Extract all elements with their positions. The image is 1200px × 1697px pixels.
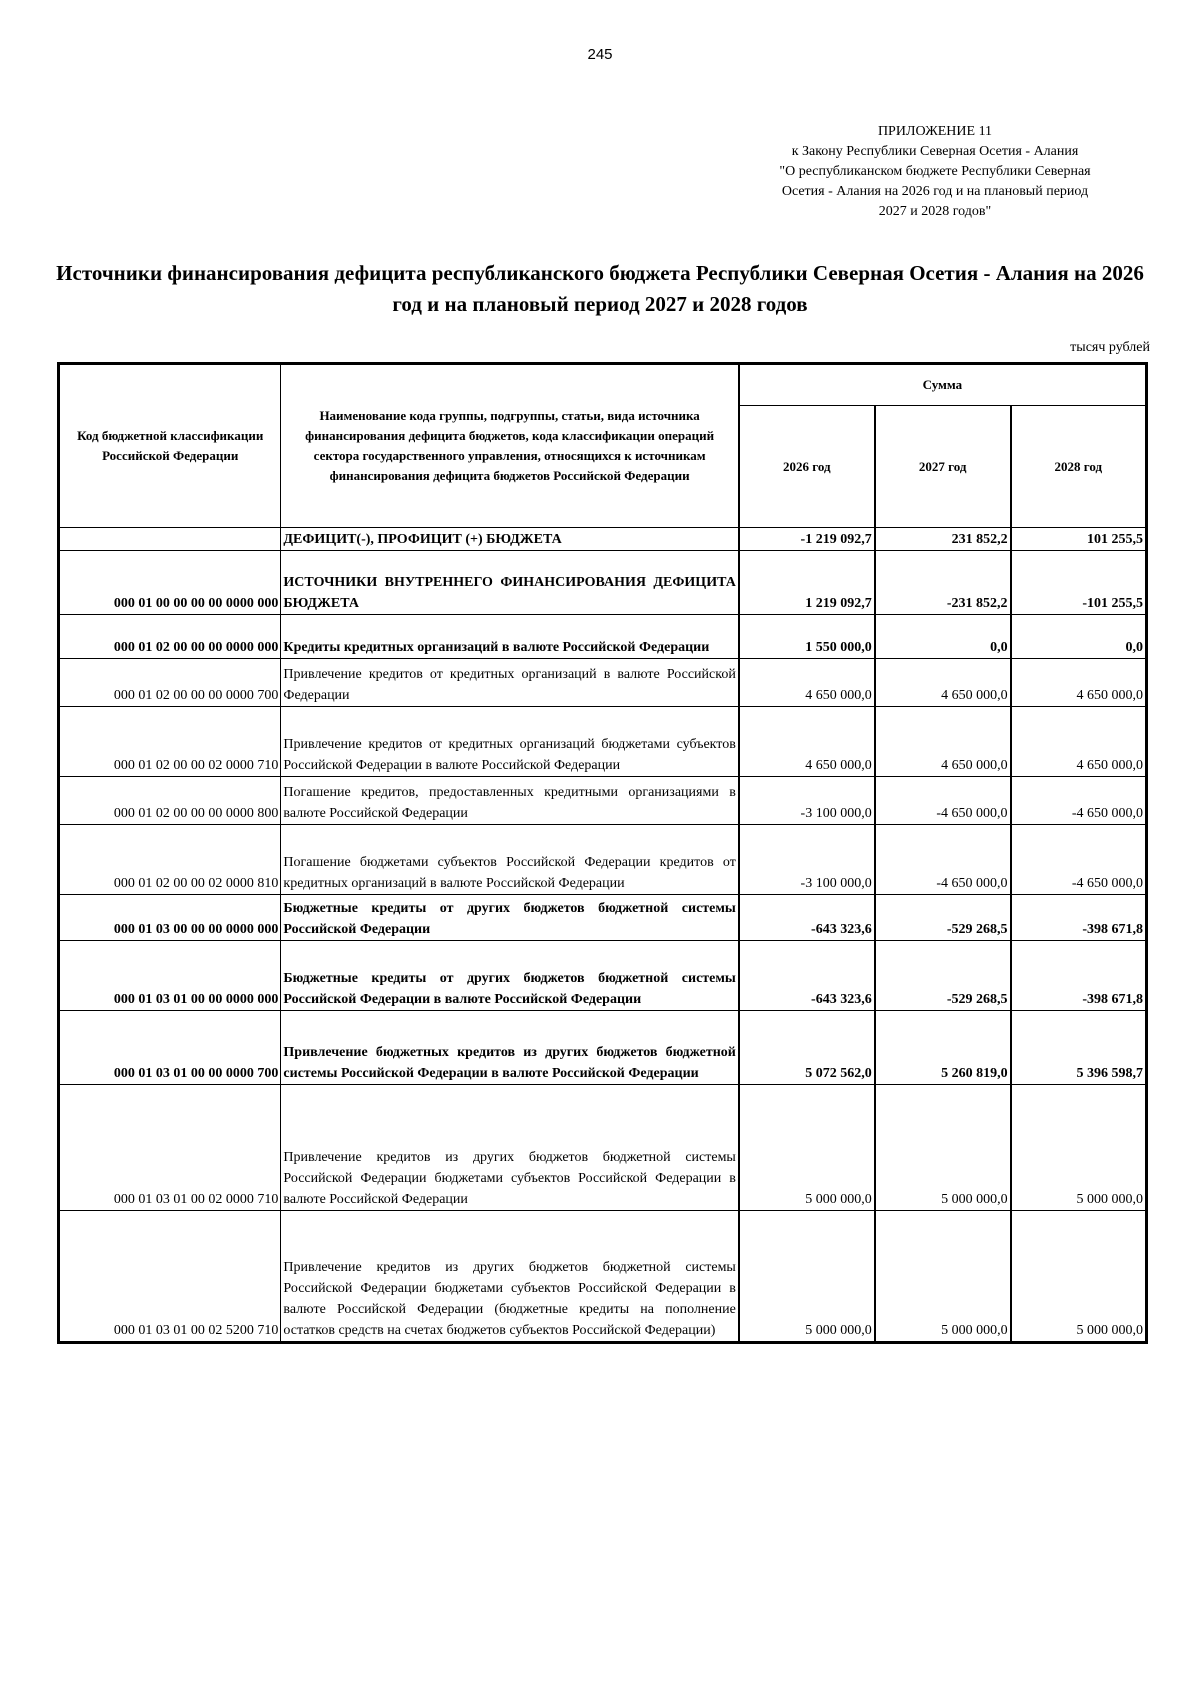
table-row [59, 825, 1147, 895]
appendix-line: к Закону Республики Северная Осетия - Алания [791, 144, 1079, 159]
row-value-2028: 5 000 000,0 [1011, 1211, 1147, 1343]
row-code: 000 01 03 01 00 02 0000 710 [59, 1085, 281, 1211]
row-value-2028: -101 255,5 [1011, 551, 1147, 615]
row-value-2026: 1 219 092,7 [739, 551, 875, 615]
row-value-2027: -4 650 000,0 [875, 777, 1011, 825]
row-value-2028: 101 255,5 [1011, 528, 1147, 551]
table-body [59, 528, 1147, 1343]
row-value-2026: 5 072 562,0 [739, 1011, 875, 1085]
row-value-2026: -1 219 092,7 [739, 528, 875, 551]
appendix-line: Осетия - Алания на 2026 год и на плановый период [781, 184, 1089, 199]
row-value-2027: 5 000 000,0 [875, 1085, 1011, 1211]
row-name: Привлечение кредитов от кредитных организаций в валюте Российской Федерации [281, 659, 739, 707]
row-value-2026: 4 650 000,0 [739, 659, 875, 707]
row-code: 000 01 02 00 00 00 0000 700 [59, 659, 281, 707]
table-row [59, 777, 1147, 825]
table-row [59, 1211, 1147, 1343]
row-value-2028: -4 650 000,0 [1011, 777, 1147, 825]
table-row [59, 1011, 1147, 1085]
table-row [59, 528, 1147, 551]
row-name: Погашение бюджетами субъектов Российской Федерации кредитов от кредитных организаций в валюте Российской Федерации [281, 825, 739, 895]
row-name: Бюджетные кредиты от других бюджетов бюджетной системы Российской Федерации в валюте Российской Федерации [281, 941, 739, 1011]
row-value-2028: -398 671,8 [1011, 895, 1147, 941]
row-value-2027: -529 268,5 [875, 941, 1011, 1011]
row-value-2026: -3 100 000,0 [739, 825, 875, 895]
row-name: ДЕФИЦИТ(-), ПРОФИЦИТ (+) БЮДЖЕТА [281, 528, 739, 551]
row-name: Привлечение кредитов от кредитных организаций бюджетами субъектов Российской Федерации в валюте Российской Федерации [281, 707, 739, 777]
row-name: Бюджетные кредиты от других бюджетов бюджетной системы Российской Федерации [281, 895, 739, 941]
page-number: 245 [587, 46, 613, 63]
row-code: 000 01 03 01 00 02 5200 710 [59, 1211, 281, 1343]
table-row [59, 615, 1147, 659]
row-code: 000 01 02 00 00 02 0000 710 [59, 707, 281, 777]
row-value-2027: -231 852,2 [875, 551, 1011, 615]
row-value-2027: -4 650 000,0 [875, 825, 1011, 895]
header-year-2026: 2026 год [739, 406, 875, 528]
row-value-2026: 1 550 000,0 [739, 615, 875, 659]
row-code: 000 01 03 01 00 00 0000 700 [59, 1011, 281, 1085]
row-value-2027: -529 268,5 [875, 895, 1011, 941]
row-code: 000 01 03 00 00 00 0000 000 [59, 895, 281, 941]
row-name: ИСТОЧНИКИ ВНУТРЕННЕГО ФИНАНСИРОВАНИЯ ДЕФИЦИТА БЮДЖЕТА [281, 551, 739, 615]
row-value-2027: 0,0 [875, 615, 1011, 659]
row-code [59, 528, 281, 551]
row-name: Привлечение бюджетных кредитов из других бюджетов бюджетной системы Российской Федерации в валюте Российской Федерации [281, 1011, 739, 1085]
row-value-2028: 5 000 000,0 [1011, 1085, 1147, 1211]
row-value-2026: 4 650 000,0 [739, 707, 875, 777]
table-row [59, 659, 1147, 707]
row-code: 000 01 03 01 00 00 0000 000 [59, 941, 281, 1011]
row-code: 000 01 02 00 00 00 0000 000 [59, 615, 281, 659]
appendix-line: ПРИЛОЖЕНИЕ 11 [877, 124, 993, 139]
row-value-2027: 4 650 000,0 [875, 707, 1011, 777]
row-value-2026: -3 100 000,0 [739, 777, 875, 825]
header-year-2028: 2028 год [1011, 406, 1147, 528]
row-value-2027: 4 650 000,0 [875, 659, 1011, 707]
row-value-2028: 4 650 000,0 [1011, 659, 1147, 707]
row-value-2028: 5 396 598,7 [1011, 1011, 1147, 1085]
appendix-line: 2027 и 2028 годов" [878, 204, 992, 219]
row-value-2026: 5 000 000,0 [739, 1211, 875, 1343]
row-value-2028: 0,0 [1011, 615, 1147, 659]
header-code: Код бюджетной классификации Российской Федерации [59, 364, 281, 528]
row-value-2026: 5 000 000,0 [739, 1085, 875, 1211]
row-value-2028: -4 650 000,0 [1011, 825, 1147, 895]
row-name: Погашение кредитов, предоставленных кредитными организациями в валюте Российской Федерации [281, 777, 739, 825]
row-value-2026: -643 323,6 [739, 941, 875, 1011]
row-code: 000 01 00 00 00 00 0000 000 [59, 551, 281, 615]
header-year-2027: 2027 год [875, 406, 1011, 528]
row-value-2028: -398 671,8 [1011, 941, 1147, 1011]
row-value-2028: 4 650 000,0 [1011, 707, 1147, 777]
document-title: Источники финансирования дефицита республиканского бюджета Республики Северная Осетия - Алания на 2026 год и на плановый период 2027 и 2028 годов [56, 261, 1144, 316]
table-row [59, 707, 1147, 777]
row-code: 000 01 02 00 00 02 0000 810 [59, 825, 281, 895]
row-name: Привлечение кредитов из других бюджетов бюджетной системы Российской Федерации бюджетами субъектов Российской Федерации в валюте Российской Федерации (бюджетные кредиты на пополнение остатков средств на счетах бюджетов субъектов Российской Федерации) [281, 1211, 739, 1343]
table-row [59, 551, 1147, 615]
row-value-2027: 231 852,2 [875, 528, 1011, 551]
appendix-line: "О республиканском бюджете Республики Северная [779, 164, 1091, 179]
table-row [59, 941, 1147, 1011]
row-value-2027: 5 260 819,0 [875, 1011, 1011, 1085]
table-row [59, 895, 1147, 941]
header-sum: Сумма [739, 364, 1147, 406]
row-value-2027: 5 000 000,0 [875, 1211, 1011, 1343]
header-name: Наименование кода группы, подгруппы, статьи, вида источника финансирования дефицита бюджетов, кода классификации операций сектора государственного управления, относящихся к источникам финансирования дефицита бюджетов Российской Федерации [281, 364, 739, 528]
row-name: Кредиты кредитных организаций в валюте Российской Федерации [281, 615, 739, 659]
table-row [59, 1085, 1147, 1211]
financing-sources-table [57, 362, 1148, 1344]
row-value-2026: -643 323,6 [739, 895, 875, 941]
appendix-header [740, 122, 1130, 222]
unit-label: тысяч рублей [1070, 340, 1150, 355]
row-code: 000 01 02 00 00 00 0000 800 [59, 777, 281, 825]
row-name: Привлечение кредитов из других бюджетов бюджетной системы Российской Федерации бюджетами субъектов Российской Федерации в валюте Российской Федерации [281, 1085, 739, 1211]
